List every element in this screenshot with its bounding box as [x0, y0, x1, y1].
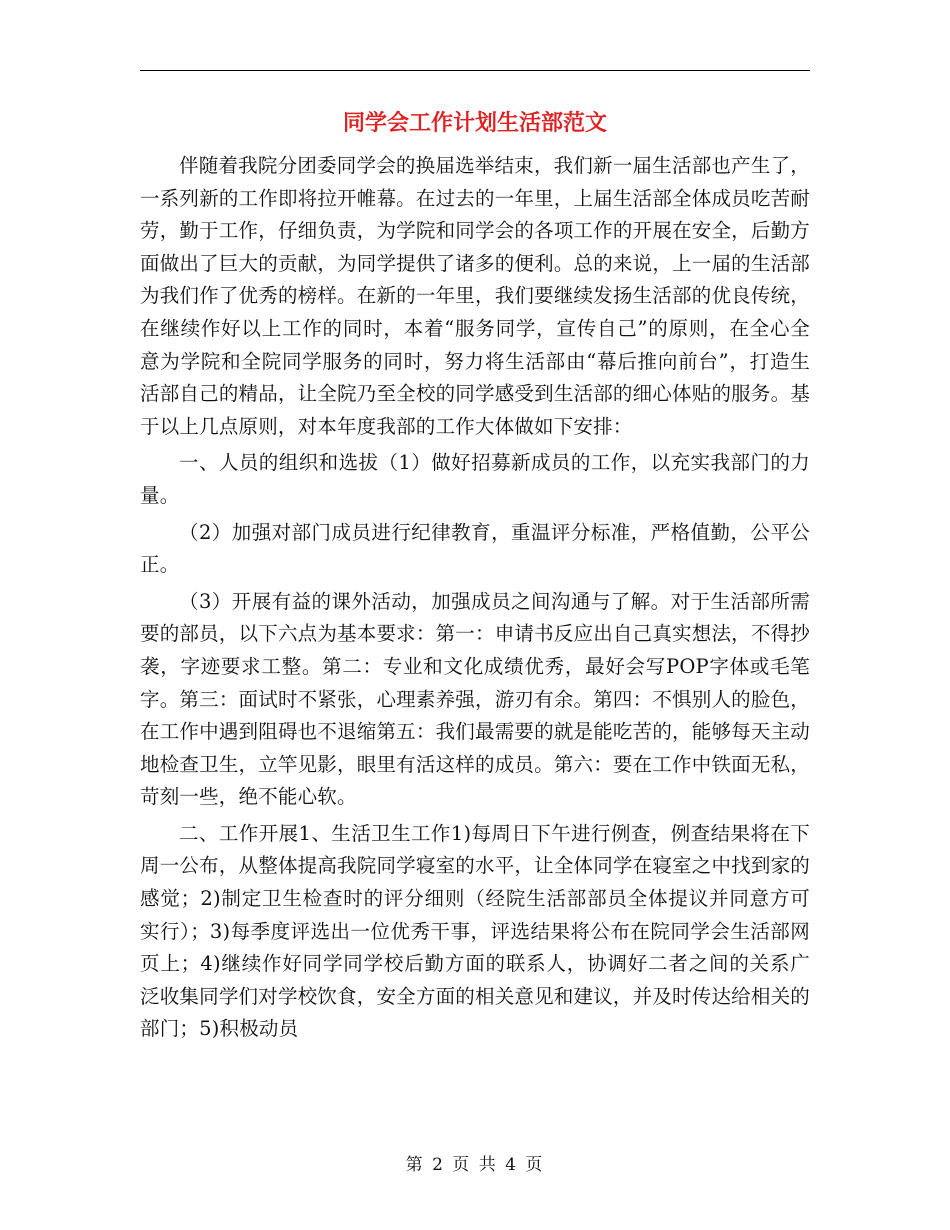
paragraph-section-1: 一、人员的组织和选拔（1）做好招募新成员的工作，以充实我部门的力量。 [140, 451, 810, 507]
paragraph-item-2: （2）加强对部门成员进行纪律教育，重温评分标准，严格值勤，公平公正。 [140, 520, 810, 577]
paragraph-item-3: （3）开展有益的课外活动，加强成员之间沟通与了解。对于生活部所需要的部员，以下六点为基本要求：第一：申请书反应出自己真实想法，不得抄袭，字迹要求工整。第二：专业和文化成绩优秀，最好会写POP字体或毛笔字。第三：面试时不紧张，心理素养强，游刃有余。第四：不惧别人的脸色，在工作中遇到阻碍也不退缩第五：我们最需要的就是能吃苦的，能够每天主动地检查卫生，立竿见影，眼里有活这样的成员。第六：要在工作中铁面无私，苛刻一些，绝不能心软。 [140, 589, 810, 809]
paragraph-section-2: 二、工作开展1、生活卫生工作1)每周日下午进行例查，例查结果将在下周一公布，从整体提高我院同学寝室的水平，让全体同学在寝室之中找到家的感觉；2)制定卫生检查时的评分细则（经院生活部部员全体提议并同意方可实行）；3)每季度评选出一位优秀干事，评选结果将公布在院同学会生活部网页上；4)继续作好同学同学校后勤方面的联系人，协调好二者之间的关系广泛收集同学们对学校饮食，安全方面的相关意见和建议，并及时传达给相关的部门；5)积极动员 [140, 821, 810, 1041]
document-body [140, 150, 810, 1046]
page-footer: 第 2 页 共 4 页 [405, 1155, 545, 1175]
header-rule [140, 70, 810, 71]
document-title: 同学会工作计划生活部范文 [342, 111, 607, 136]
paragraph-intro: 伴随着我院分团委同学会的换届选举结束，我们新一届生活部也产生了，一系列新的工作即将拉开帷幕。在过去的一年里，上届生活部全体成员吃苦耐劳，勤于工作，仔细负责，为学院和同学会的各项工作的开展在安全，后勤方面做出了巨大的贡献，为同学提供了诸多的便利。总的来说，上一届的生活部为我们作了优秀的榜样。在新的一年里，我们要继续发扬生活部的优良传统，在继续作好以上工作的同时，本着“服务同学，宣传自己”的原则，在全心全意为学院和全院同学服务的同时，努力将生活部由“幕后推向前台”，打造生活部自己的精品，让全院乃至全校的同学感受到生活部的细心体贴的服务。基于以上几点原则，对本年度我部的工作大体做如下安排： [140, 154, 810, 438]
